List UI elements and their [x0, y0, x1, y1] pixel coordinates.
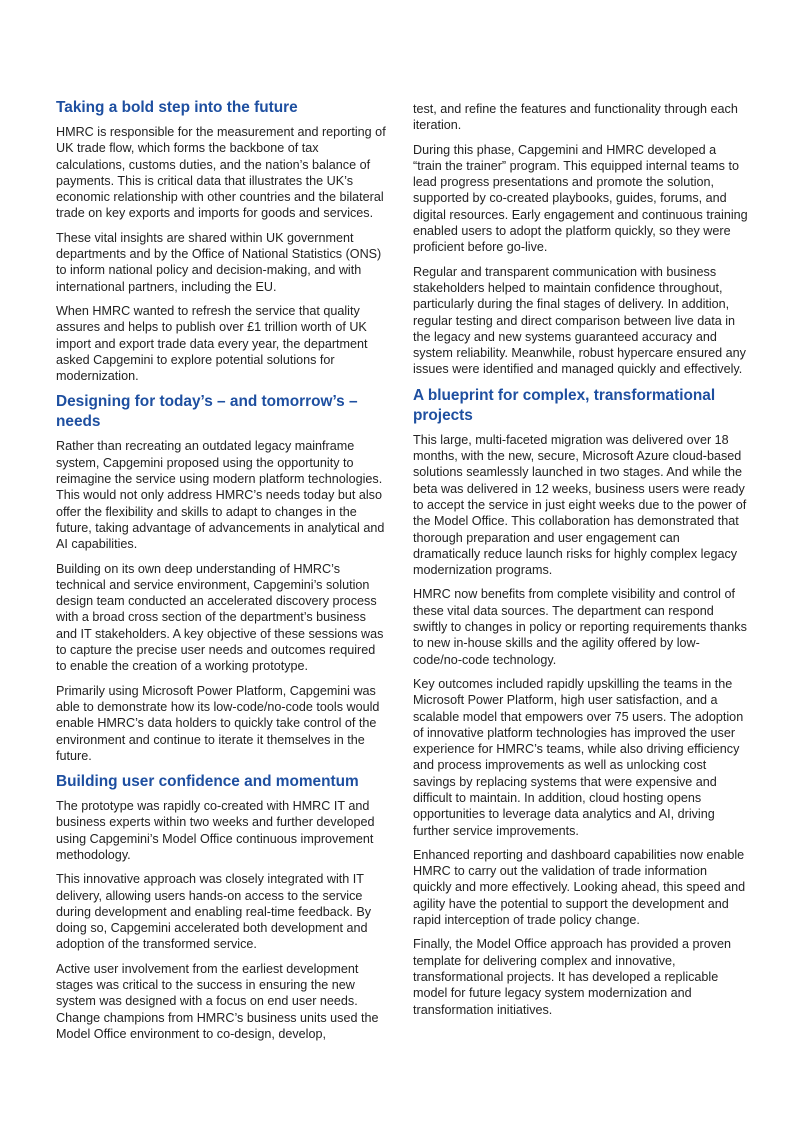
right-column — [413, 98, 748, 1026]
paragraph: When HMRC wanted to refresh the service that quality assures and helps to publish over £1 trillion worth of UK import and export trade data every year, the department asked Capgemini to explore potential solutions for modernization. — [56, 303, 368, 384]
paragraph: Enhanced reporting and dashboard capabilities now enable HMRC to carry out the validation of trade information quickly and more effectively. Looking ahead, this speed and agility have the potential to support the development and rapid interception of trade policy change. — [413, 847, 746, 928]
paragraph: Finally, the Model Office approach has provided a proven template for delivering complex and innovative, transformational projects. It has developed a replicable model for future legacy system modernization and transformation initiatives. — [413, 937, 732, 1017]
section-heading: Designing for today’s – and tomorrow’s – needs — [56, 393, 358, 431]
paragraph: Active user involvement from the earliest development stages was critical to the success in ensuring the new system was designed with a focus on end user needs. Change champions from HMRC’s business units used the Model Office environment to co-design, develop, — [56, 961, 379, 1041]
section-designing — [56, 392, 386, 764]
paragraph: These vital insights are shared within UK government departments and by the Office of National Statistics (ONS) to inform national policy and decision-making, and with international partners, including the EU. — [56, 230, 382, 294]
paragraph: test, and refine the features and functionality through each iteration. — [413, 102, 738, 133]
paragraph: During this phase, Capgemini and HMRC developed a “train the trainer” program. This equipped internal teams to lead progress presentations and promote the solution, supported by co-created playbooks, guides, forums, and digital resources. Early engagement and continuous training enabled users to adopt the platform quickly, so they were proficient before go-live. — [413, 142, 748, 255]
paragraph: HMRC now benefits from complete visibility and control of these vital data sources. The department can respond swiftly to changes in policy or reporting requirements thanks to new in-house skills and the agility offered by low-code/no-code technology. — [413, 587, 747, 667]
paragraph: Key outcomes included rapidly upskilling the teams in the Microsoft Power Platform, high user satisfaction, and a scalable model that empowers over 75 users. The adoption of innovative platform technologies has improved the user experience for HMRC’s teams, while also driving efficiency and process improvements as well as unlocking cost savings by replacing systems that were expensive and difficult to maintain. In addition, cloud hosting opens opportunities to leverage data analytics and AI, driving further service improvements. — [413, 676, 744, 838]
paragraph: Rather than recreating an outdated legacy mainframe system, Capgemini proposed using the opportunity to reimagine the service using modern platform technologies. This would not only address HMRC’s needs today but also offer the flexibility and skills to adapt to changes in the future, taking advantage of advancements in analytical and AI capabilities. — [56, 439, 385, 552]
paragraph: This large, multi-faceted migration was delivered over 18 months, with the new, secure, Microsoft Azure cloud-based solutions seamlessly launched in two stages. And while the beta was delivered in 12 weeks, business users were ready to accept the service in just eight weeks due to the power of the Model Office. This collaboration has demonstrated that thorough preparation and user engagement can dramatically reduce launch risks for highly complex legacy modernization programs. — [413, 432, 747, 578]
section-bold-step — [56, 98, 386, 384]
section-heading: A blueprint for complex, transformational projects — [413, 386, 716, 424]
paragraph: Primarily using Microsoft Power Platform, Capgemini was able to demonstrate how its low-code/no-code tools would enable HMRC’s data holders to quickly take control of the environment and continue to iterate it themselves in the future. — [56, 683, 380, 763]
section-heading: Building user confidence and momentum — [56, 773, 359, 791]
paragraph: HMRC is responsible for the measurement and reporting of UK trade flow, which forms the backbone of tax calculations, customs duties, and the nation’s balance of payments. This is critical data that illustrates the UK’s economic relationship with other countries and the bilateral trade on key exports and imports for goods and services. — [56, 125, 386, 221]
paragraph: This innovative approach was closely integrated with IT delivery, allowing users hands-on access to the service during development and enabling real-time feedback. By doing so, Capgemini accelerated both development and adoption of the transformed service. — [56, 872, 372, 952]
section-continued — [413, 101, 748, 378]
paragraph: Building on its own deep understanding of HMRC’s technical and service environment, Capgemini’s solution design team conducted an accelerated discovery process with a broad cross section of the department’s business and IT stakeholders. A key objective of these sessions was to capture the precise user needs and outcomes required to enable the creation of a working prototype. — [56, 561, 384, 674]
paragraph: The prototype was rapidly co-created with HMRC IT and business experts within two weeks and further developed using Capgemini’s Model Office continuous improvement methodology. — [56, 799, 375, 862]
section-blueprint — [413, 386, 748, 1018]
paragraph: Regular and transparent communication with business stakeholders helped to maintain confidence throughout, particularly during the final stages of delivery. In addition, regular testing and direct comparison between live data in the legacy and new systems guaranteed accuracy and system reliability. Meanwhile, robust hypercare ensured any issues were identified and managed quickly and effectively. — [413, 264, 746, 377]
section-heading: Taking a bold step into the future — [56, 99, 298, 116]
left-column — [56, 98, 386, 1050]
section-user-confidence — [56, 772, 386, 1042]
